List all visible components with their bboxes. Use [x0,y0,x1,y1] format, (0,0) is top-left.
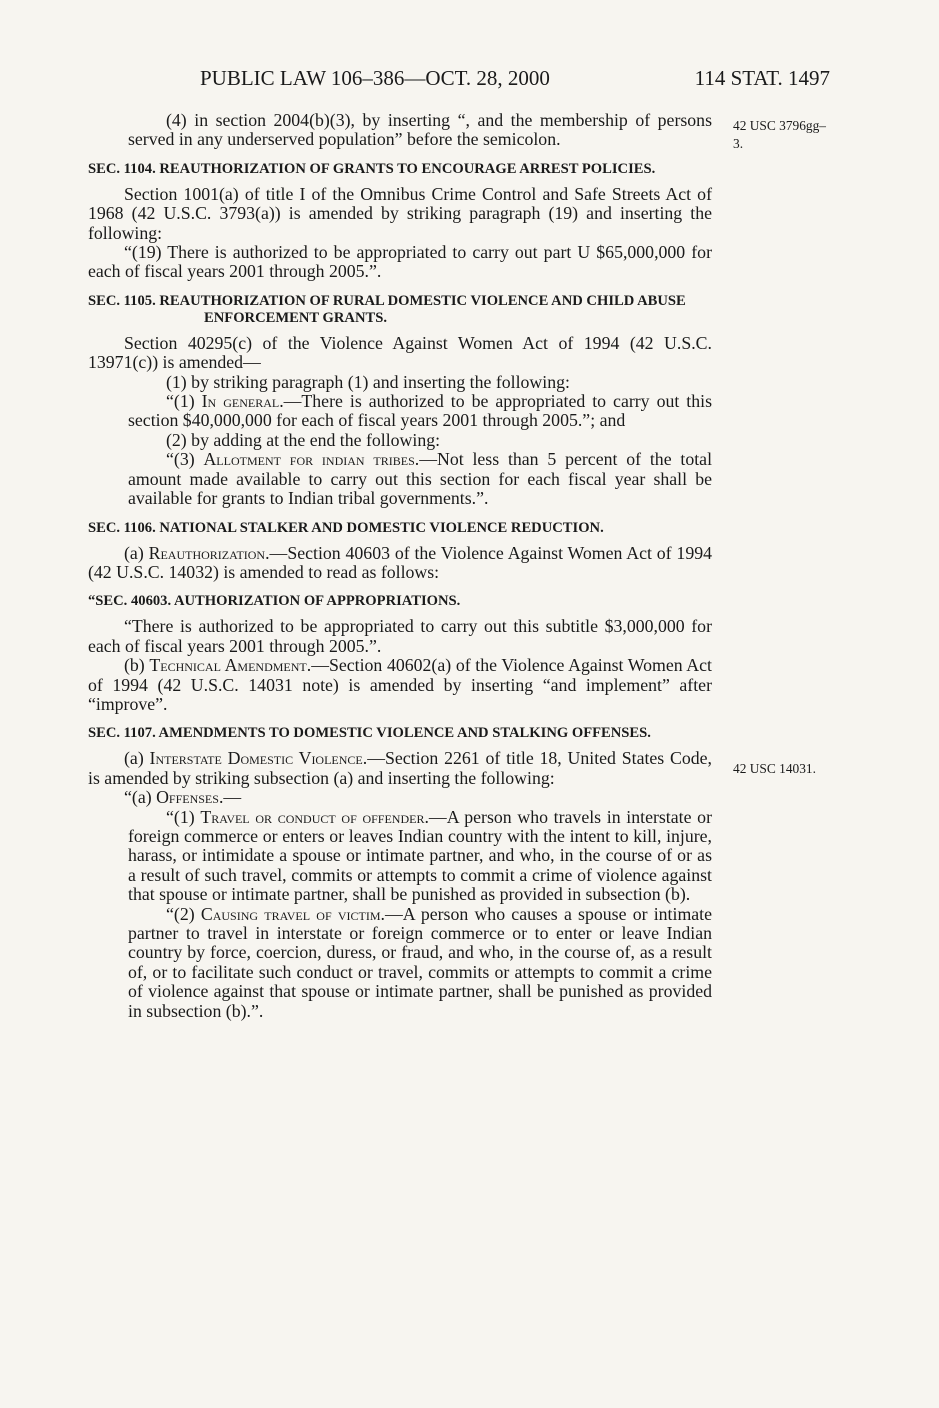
text: .—A person who travels in interstate or foreign commerce or enters or leaves Indian country with the intent to kill, injure, harass, or intimidate a spouse or intimate partner, and who, in the course of or as a result of such travel, commits or attempts to commit a crime of violence against that spouse or intimate partner, shall be punished as provided in subsection (b). [128,806,712,905]
text: “(a) [124,787,157,808]
text: .— [218,787,242,808]
section-1105-allotment [88,450,712,508]
subheading: Causing travel of victim [200,903,381,924]
section-1105-item-2: (2) by adding at the end the following: [166,429,441,450]
paragraph-4: (4) in section 2004(b)(3), by inserting “, and the membership of persons served in any underserved population” before the semicolon. [128,110,712,150]
subheading: Interstate Domestic Violence [149,748,363,769]
section-40603-heading: “SEC. 40603. AUTHORIZATION OF APPROPRIATIONS. [88,593,461,610]
subheading: Technical Amendment [149,655,307,676]
section-1104-text: Section 1001(a) of title I of the Omnibus Crime Control and Safe Streets Act of 1968 (42 U.S.C. 3793(a)) is amended by striking paragraph (19) and inserting the following: [88,183,712,243]
offenses-item-1 [88,808,712,905]
text: (a) [124,542,149,563]
text: “(2) [166,903,201,924]
text: “(3) [166,449,204,470]
margin-note-usc-14031: 42 USC 14031. [733,761,816,776]
document-body [88,111,712,1021]
margin-note-usc-3796gg [733,117,933,153]
offenses-heading [88,788,712,807]
text: “(1) [166,806,201,827]
text: .—A person who causes a spouse or intimate partner to travel in interstate or foreign commerce or to enter or leave Indian country by force, coercion, duress, or fraud, and who, in the course of, as a result of, or to facilitate such conduct or travel, commits or attempts to commit a crime of violence against that spouse or intimate partner, shall be punished as provided in subsection (b).”. [128,903,712,1021]
running-header [200,64,830,92]
margin-note-line: 3. [733,136,744,151]
public-law-citation: PUBLIC LAW 106–386—OCT. 28, 2000 [200,66,550,90]
section-1104-heading: SEC. 1104. REAUTHORIZATION OF GRANTS TO ENCOURAGE ARREST POLICIES. [88,160,656,177]
subheading: Allotment for indian tribes [203,449,415,470]
section-1107-heading: SEC. 1107. AMENDMENTS TO DOMESTIC VIOLENCE AND STALKING OFFENSES. [88,725,651,742]
subheading: Offenses [156,787,219,808]
offenses-item-2 [88,905,712,1021]
subheading: Reauthorization [148,542,266,563]
text: .—There is authorized to be appropriated to carry out this section $40,000,000 for each of fiscal years 2001 through 2005.”; and [128,391,712,431]
section-1106-heading: SEC. 1106. NATIONAL STALKER AND DOMESTIC VIOLENCE REDUCTION. [88,519,604,536]
section-40603-text: “There is authorized to be appropriated to carry out this subtitle $3,000,000 for each of fiscal years 2001 through 2005.”. [88,616,712,656]
section-1105-text: Section 40295(c) of the Violence Against Women Act of 1994 (42 U.S.C. 13971(c)) is amended— [88,332,712,373]
margin-note-line: 42 USC 3796gg– [733,118,827,133]
text: (b) [124,655,150,676]
text: .—Section 40602(a) of the Violence Against Women Act of 1994 (42 U.S.C. 14031 note) is amended by inserting “and implement” after “improve”. [88,655,712,714]
section-1105-heading: SEC. 1105. REAUTHORIZATION OF RURAL DOMESTIC VIOLENCE AND CHILD ABUSE ENFORCEMENT GRANTS. [88,292,686,326]
section-1105-item-1: (1) by striking paragraph (1) and inserting the following: [166,371,570,392]
text: .—Section 2261 of title 18, United States Code, is amended by striking subsection (a) and inserting the following: [88,748,712,788]
text: (a) [124,748,150,769]
statute-page: 114 STAT. 1497 [694,66,830,90]
subheading: Travel or conduct of offender [200,806,425,827]
section-1106-b [88,656,712,714]
section-1106-a [88,544,712,583]
subheading: In general [201,391,280,412]
text: .—Not less than 5 percent of the total amount made available to carry out this section for each fiscal year shall be available for grants to Indian tribal governments.”. [128,449,713,509]
section-1107-a [88,749,712,788]
section-1105-in-general [88,392,712,431]
section-1104-insert: “(19) There is authorized to be appropriated to carry out part U $65,000,000 for each of fiscal years 2001 through 2005.”. [88,242,712,282]
text: “(1) [166,391,202,412]
text: .—Section 40603 of the Violence Against Women Act of 1994 (42 U.S.C. 14032) is amended to read as follows: [88,542,712,582]
